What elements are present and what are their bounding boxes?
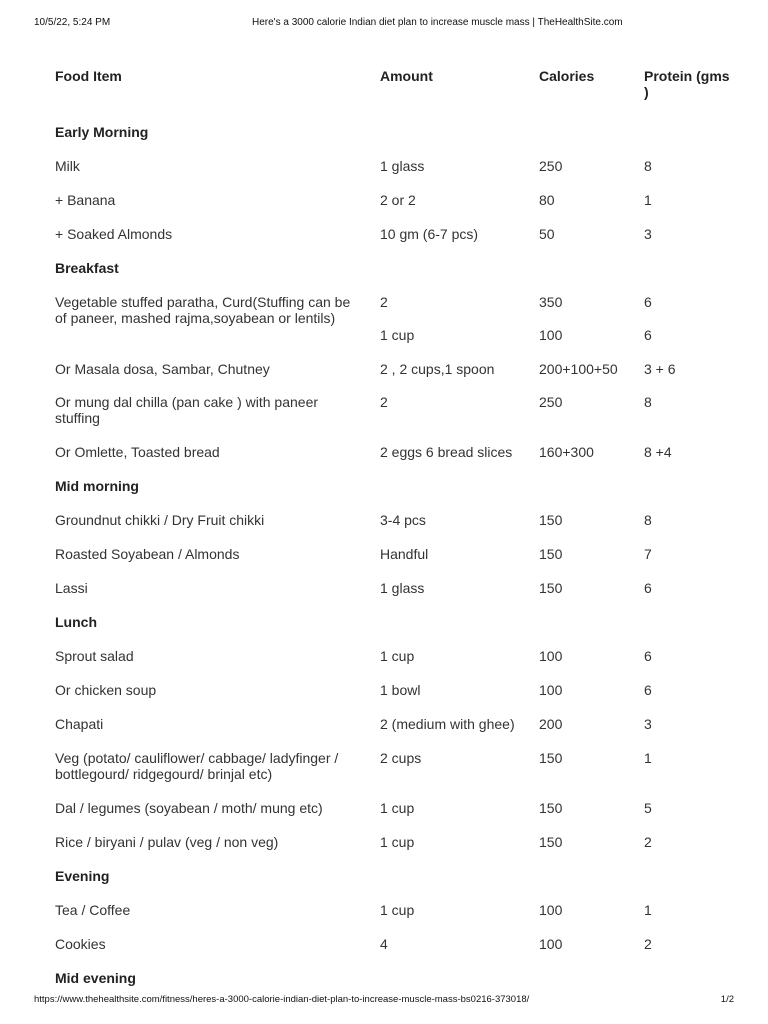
page-number: 1/2 bbox=[720, 994, 734, 1005]
protein: 8 bbox=[644, 394, 652, 410]
page-title: Here's a 3000 calorie Indian diet plan to increase muscle mass | TheHealthSite.com bbox=[252, 17, 623, 28]
protein: 3 bbox=[644, 716, 652, 732]
amount: 1 bowl bbox=[380, 682, 421, 698]
amount-cell bbox=[380, 294, 530, 343]
calories: 200 bbox=[539, 716, 563, 732]
amount-secondary: 1 cup bbox=[380, 327, 415, 343]
amount: Handful bbox=[380, 546, 429, 562]
table-row bbox=[55, 226, 735, 260]
table-row bbox=[55, 394, 735, 444]
amount: 1 cup bbox=[380, 800, 415, 816]
table-row bbox=[55, 902, 735, 936]
protein-cell bbox=[644, 294, 734, 343]
calories-secondary: 100 bbox=[539, 327, 563, 343]
protein: 2 bbox=[644, 936, 652, 952]
protein: 6 bbox=[644, 648, 652, 664]
table-row bbox=[55, 716, 735, 750]
amount: 1 cup bbox=[380, 648, 415, 664]
print-date: 10/5/22, 5:24 PM bbox=[34, 17, 111, 28]
protein: 1 bbox=[644, 750, 652, 766]
amount: 3-4 pcs bbox=[380, 512, 426, 528]
table-row bbox=[55, 682, 735, 716]
food-item: + Banana bbox=[55, 192, 116, 208]
table-row bbox=[55, 444, 735, 478]
calories: 200+100+50 bbox=[539, 361, 618, 377]
protein: 6 bbox=[644, 294, 652, 310]
table-row bbox=[55, 546, 735, 580]
calories-cell bbox=[539, 294, 639, 343]
calories: 150 bbox=[539, 512, 563, 528]
protein-secondary: 6 bbox=[644, 327, 652, 343]
table-row bbox=[55, 834, 735, 868]
amount: 4 bbox=[380, 936, 388, 952]
food-item: Roasted Soyabean / Almonds bbox=[55, 546, 240, 562]
protein: 1 bbox=[644, 192, 652, 208]
amount: 2 (medium with ghee) bbox=[380, 716, 515, 732]
table-row bbox=[55, 936, 735, 970]
food-item: Dal / legumes (soyabean / moth/ mung etc) bbox=[55, 800, 323, 816]
calories: 150 bbox=[539, 580, 563, 596]
table-row bbox=[55, 361, 735, 394]
food-item: + Soaked Almonds bbox=[55, 226, 173, 242]
column-header-calories: Calories bbox=[539, 68, 595, 84]
section-title: Evening bbox=[55, 868, 110, 884]
section-title: Mid morning bbox=[55, 478, 139, 494]
amount: 2 eggs 6 bread slices bbox=[380, 444, 513, 460]
food-item: Or mung dal chilla (pan cake ) with paneer stuffing bbox=[55, 394, 319, 426]
table-row bbox=[55, 158, 735, 192]
food-item: Cookies bbox=[55, 936, 106, 952]
food-item: Or chicken soup bbox=[55, 682, 157, 698]
food-item: Tea / Coffee bbox=[55, 902, 131, 918]
column-header-amount: Amount bbox=[380, 68, 433, 84]
protein: 6 bbox=[644, 580, 652, 596]
table-row bbox=[55, 192, 735, 226]
amount: 1 glass bbox=[380, 158, 425, 174]
column-header-food: Food Item bbox=[55, 68, 122, 84]
protein: 7 bbox=[644, 546, 652, 562]
food-item: Or Masala dosa, Sambar, Chutney bbox=[55, 361, 270, 377]
section-heading bbox=[55, 868, 735, 902]
table-row bbox=[55, 800, 735, 834]
protein: 1 bbox=[644, 902, 652, 918]
calories: 350 bbox=[539, 294, 563, 310]
calories: 250 bbox=[539, 158, 563, 174]
table-row bbox=[55, 648, 735, 682]
calories: 100 bbox=[539, 936, 563, 952]
calories: 250 bbox=[539, 394, 563, 410]
calories: 100 bbox=[539, 682, 563, 698]
protein: 3 + 6 bbox=[644, 361, 676, 377]
amount: 2 or 2 bbox=[380, 192, 416, 208]
food-item: Groundnut chikki / Dry Fruit chikki bbox=[55, 512, 265, 528]
print-footer bbox=[34, 994, 734, 1008]
calories: 150 bbox=[539, 800, 563, 816]
protein: 8 +4 bbox=[644, 444, 672, 460]
table-row bbox=[55, 580, 735, 614]
protein: 5 bbox=[644, 800, 652, 816]
amount: 2 , 2 cups,1 spoon bbox=[380, 361, 495, 377]
section-heading bbox=[55, 614, 735, 648]
food-item: Chapati bbox=[55, 716, 104, 732]
section-title: Mid evening bbox=[55, 970, 136, 986]
amount: 1 glass bbox=[380, 580, 425, 596]
amount: 2 bbox=[380, 294, 388, 310]
food-item: Milk bbox=[55, 158, 80, 174]
food-item: Lassi bbox=[55, 580, 88, 596]
section-heading bbox=[55, 478, 735, 512]
protein: 2 bbox=[644, 834, 652, 850]
table-row bbox=[55, 750, 735, 800]
calories: 150 bbox=[539, 834, 563, 850]
food-item: Vegetable stuffed paratha, Curd(Stuffing can be of paneer, mashed rajma,soyabean or lentils) bbox=[55, 294, 351, 326]
calories: 150 bbox=[539, 750, 563, 766]
calories: 100 bbox=[539, 648, 563, 664]
section-heading bbox=[55, 124, 735, 158]
calories: 50 bbox=[539, 226, 555, 242]
amount: 1 cup bbox=[380, 902, 415, 918]
section-title: Breakfast bbox=[55, 260, 119, 276]
diet-plan-table bbox=[55, 60, 735, 1004]
calories: 160+300 bbox=[539, 444, 594, 460]
table-row bbox=[55, 294, 735, 361]
column-header-protein: Protein (gms ) bbox=[644, 68, 730, 100]
protein: 6 bbox=[644, 682, 652, 698]
calories: 150 bbox=[539, 546, 563, 562]
amount: 1 cup bbox=[380, 834, 415, 850]
section-heading bbox=[55, 260, 735, 294]
table-header-row bbox=[55, 60, 735, 124]
food-item: Veg (potato/ cauliflower/ cabbage/ ladyfinger / bottlegourd/ ridgegourd/ brinjal etc) bbox=[55, 750, 339, 782]
amount: 2 bbox=[380, 394, 388, 410]
amount: 10 gm (6-7 pcs) bbox=[380, 226, 479, 242]
calories: 100 bbox=[539, 902, 563, 918]
section-title: Early Morning bbox=[55, 124, 149, 140]
food-item: Or Omlette, Toasted bread bbox=[55, 444, 220, 460]
food-item: Rice / biryani / pulav (veg / non veg) bbox=[55, 834, 279, 850]
calories: 80 bbox=[539, 192, 555, 208]
section-title: Lunch bbox=[55, 614, 97, 630]
page-url: https://www.thehealthsite.com/fitness/heres-a-3000-calorie-indian-diet-plan-to-increase-muscle-mass-bs0216-373018/ bbox=[34, 994, 530, 1005]
table-row bbox=[55, 512, 735, 546]
protein: 8 bbox=[644, 158, 652, 174]
protein: 8 bbox=[644, 512, 652, 528]
protein: 3 bbox=[644, 226, 652, 242]
food-item: Sprout salad bbox=[55, 648, 134, 664]
amount: 2 cups bbox=[380, 750, 422, 766]
print-header bbox=[34, 17, 734, 31]
